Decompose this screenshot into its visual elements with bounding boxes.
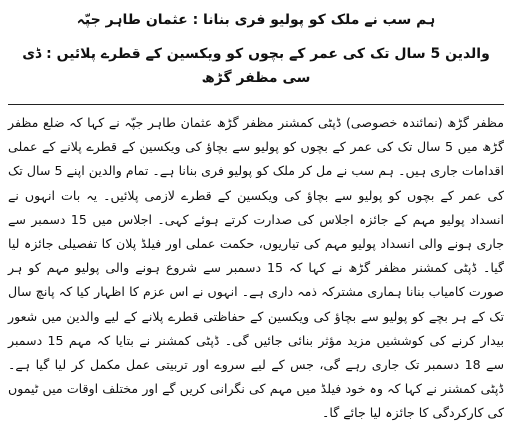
headline-divider: [8, 104, 504, 105]
article-body: مظفر گڑھ (نمائندہ خصوصی) ڈپٹی کمشنر مظفر گڑھ عثمان طاہر جپّہ نے کہا کہ ضلع مظفر گڑھ میں 5 سال تک کی عمر کے بچوں کو پولیو سے بچاؤ کی ویکسین کے قطرے پلانے کے عملی اقدامات جاری ہیں۔ ہم سب نے مل کر ملک کو پولیو فری بنانا ہے۔ تمام والدین اپنے 5 سال تک کی عمر کے بچوں کو پولیو سے بچاؤ کی ویکسین کے قطرے لازمی پلائیں۔ یہ بات انہوں نے انسداد پولیو مہم کے جائزہ اجلاس کی صدارت کرتے ہوئے کہی۔ اجلاس میں 15 دسمبر سے جاری ہونے والی انسداد پولیو مہم کی تیاریوں، حکمت عملی اور فیلڈ پلان کا تفصیلی جائزہ لیا گیا۔ ڈپٹی کمشنر مظفر گڑھ نے کہا کہ 15 دسمبر سے شروع ہونے والی پولیو مہم کو ہر صورت کامیاب بنانا ہماری مشترکہ ذمہ داری ہے۔ انہوں نے اس عزم کا اظہار کیا کہ پانچ سال تک کے ہر بچے کو پولیو سے بچاؤ کی ویکسین کے حفاظتی قطرے پلانے کے لیے والدین میں شعور بیدار کرنے کی کوششیں مزید مؤثر بنائی جائیں گی۔ ڈپٹی کمشنر نے بتایا کہ مہم 15 دسمبر سے 18 دسمبر تک جاری رہے گی، جس کے لیے سروے اور تربیتی عمل مکمل کر لیا گیا ہے۔ ڈپٹی کمشنر نے کہا کہ وہ خود فیلڈ میں مہم کی نگرانی کریں گے اور مختلف اوقات میں ٹیموں کی کارکردگی کا جائزہ لیا جائے گا۔: [8, 115, 504, 421]
main-headline: ہم سب نے ملک کو پولیو فری بنانا : عثمان طاہر جپّہ: [76, 12, 436, 28]
sub-headline: والدین 5 سال تک کی عمر کے بچوں کو ویکسین کے قطرے پلائیں : ڈی سی مظفر گڑھ: [22, 46, 490, 86]
